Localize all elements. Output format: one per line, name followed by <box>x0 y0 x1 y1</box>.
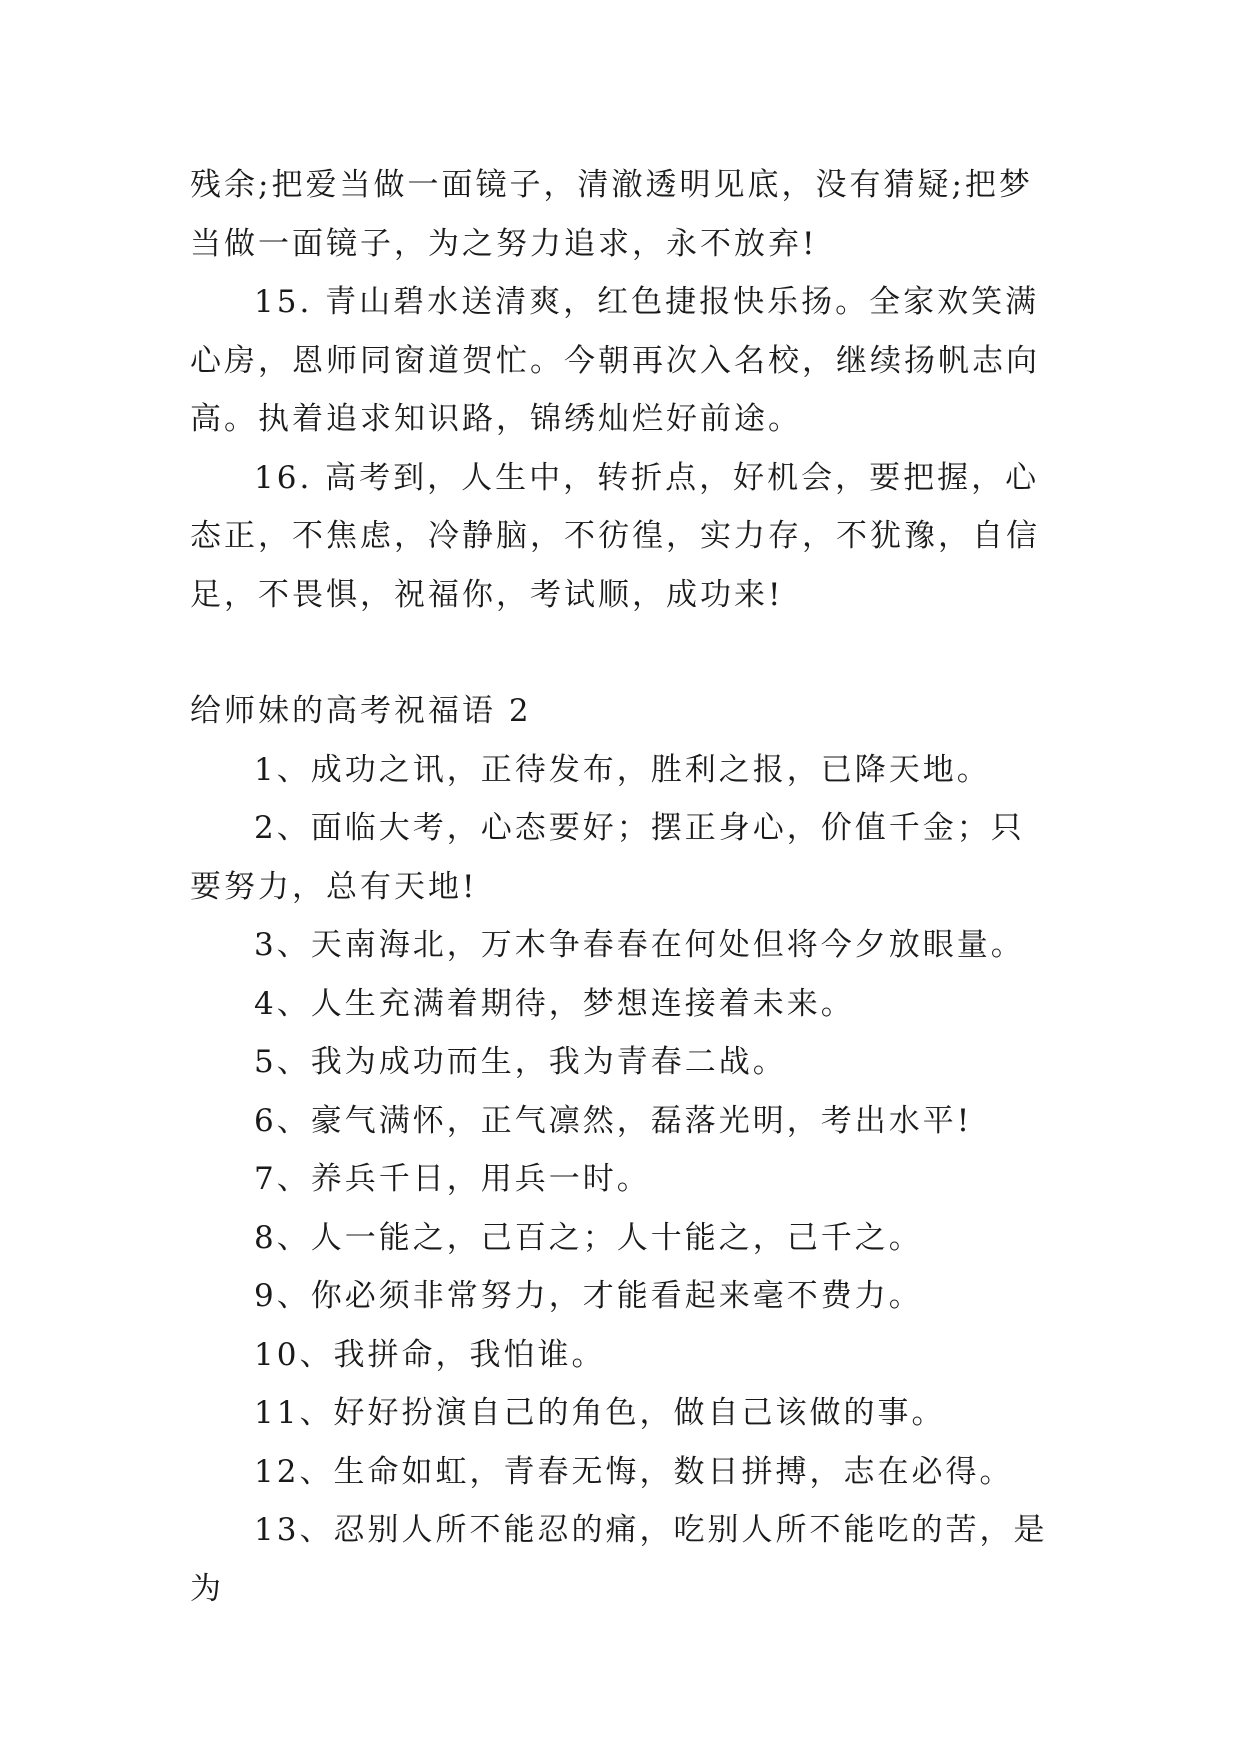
list-item: 8、人一能之，己百之；人十能之，己千之。 <box>254 1219 923 1256</box>
document-body <box>190 156 1050 1618</box>
list-item: 1、成功之讯，正待发布，胜利之报，已降天地。 <box>254 751 991 788</box>
paragraph-continuation: 残余;把爱当做一面镜子，清澈透明见底，没有猜疑;把梦当做一面镜子，为之努力追求，永不放弃! <box>190 167 1033 262</box>
list-item: 4、人生充满着期待，梦想连接着未来。 <box>254 985 855 1022</box>
list-item: 9、你必须非常努力，才能看起来毫不费力。 <box>254 1278 923 1314</box>
list-item: 3、天南海北，万木争春春在何处但将今夕放眼量。 <box>254 927 1025 963</box>
list-item: 2、面临大考，心态要好；摆正身心，价值千金；只要努力，总有天地! <box>190 810 1025 905</box>
list-item: 11、好好扮演自己的角色，做自己该做的事。 <box>254 1395 946 1431</box>
list-item: 13、忍别人所不能忍的痛，吃别人所不能吃的苦，是为 <box>190 1512 1048 1607</box>
paragraph-item-16: 16. 高考到，人生中，转折点，好机会，要把握，心态正，不焦虑，冷静脑，不彷徨，实力存，不犹豫，自信足，不畏惧，祝福你，考试顺，成功来! <box>190 459 1040 613</box>
section-title: 给师妹的高考祝福语 2 <box>190 693 532 729</box>
list-item: 12、生命如虹，青春无悔，数日拼搏，志在必得。 <box>254 1453 1014 1490</box>
list-item: 10、我拼命，我怕谁。 <box>254 1336 606 1373</box>
list-item: 7、养兵千日，用兵一时。 <box>254 1161 651 1197</box>
list-item: 5、我为成功而生，我为青春二战。 <box>254 1044 787 1080</box>
paragraph-item-15: 15. 青山碧水送清爽，红色捷报快乐扬。全家欢笑满心房，恩师同窗道贺忙。今朝再次入名校，继续扬帆志向高。执着追求知识路，锦绣灿烂好前途。 <box>190 284 1040 437</box>
list-item: 6、豪气满怀，正气凛然，磊落光明，考出水平! <box>254 1102 973 1139</box>
